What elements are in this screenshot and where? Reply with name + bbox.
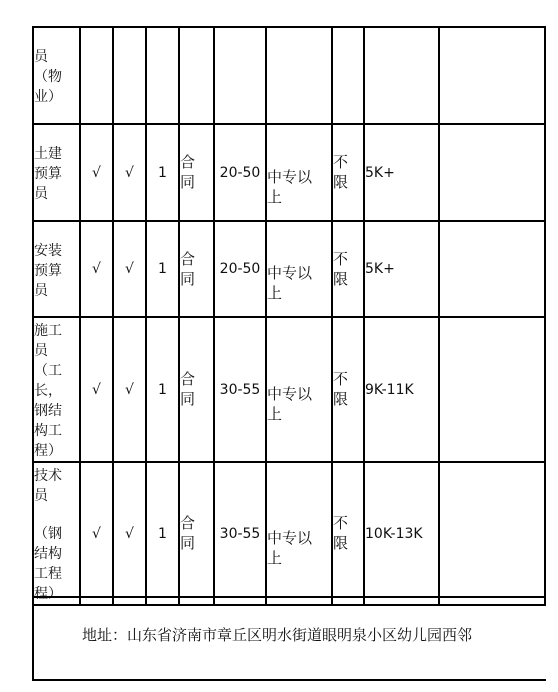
table-row (33, 317, 545, 462)
age-range-cell: 20-50 (214, 124, 266, 221)
headcount-cell (146, 27, 179, 124)
position-cell (33, 221, 80, 317)
position-line: 员 (34, 282, 48, 299)
position-cell (33, 124, 80, 221)
limit-label: 不限 (333, 370, 349, 408)
salary-cell: 10K-13K (364, 462, 439, 605)
check-mark-2: √ (113, 317, 146, 462)
education-label: 中专以上 (267, 167, 313, 206)
check-mark-1: √ (80, 124, 113, 221)
age-range-cell (214, 27, 266, 124)
position-line: 施工 (34, 323, 62, 339)
position-line: 预算 (34, 262, 62, 279)
position-line: 员 (34, 488, 48, 504)
contract-cell (179, 124, 214, 221)
check-mark-2: √ (113, 462, 146, 605)
age-range-cell: 30-55 (214, 317, 266, 462)
table-row (33, 27, 545, 124)
check-mark-1: √ (80, 317, 113, 462)
blank-column (439, 317, 545, 462)
blank-column (439, 27, 545, 124)
position-line: （钢 (34, 526, 62, 542)
table-row (33, 221, 545, 317)
check-mark-1 (80, 27, 113, 124)
contract-cell (179, 221, 214, 317)
salary-cell (364, 27, 439, 124)
contract-label: 合同 (180, 249, 196, 288)
position-cell (33, 317, 80, 462)
headcount-cell: 1 (146, 124, 179, 221)
limit-label: 不限 (333, 249, 349, 288)
limit-cell (332, 462, 364, 605)
position-line: 钢结 (34, 403, 62, 419)
position-line: 程） (34, 586, 62, 602)
position-line: 预算 (34, 166, 62, 182)
check-mark-2: √ (113, 124, 146, 221)
position-line: 程） (34, 443, 62, 459)
blank-column (439, 124, 545, 221)
headcount-cell: 1 (146, 462, 179, 605)
position-line: 构工 (34, 423, 62, 439)
position-line: 工程 (34, 566, 62, 582)
headcount-cell: 1 (146, 221, 179, 317)
address-text: 地址：山东省济南市章丘区明水街道眼明泉小区幼儿园西邻 (82, 626, 473, 644)
education-label (267, 62, 313, 90)
position-line: 安装 (34, 242, 62, 259)
position-line (34, 506, 79, 524)
contract-cell (179, 27, 214, 124)
check-mark-2: √ (113, 221, 146, 317)
check-mark-2 (113, 27, 146, 124)
position-line: 员 (34, 49, 48, 65)
position-line: 业） (34, 89, 62, 105)
salary-cell: 9K-11K (364, 317, 439, 462)
limit-cell (332, 221, 364, 317)
table-row (33, 124, 545, 221)
position-line: 结构 (34, 546, 62, 562)
position-cell (33, 462, 80, 605)
position-cell (33, 27, 80, 124)
contract-cell (179, 317, 214, 462)
limit-cell (332, 317, 364, 462)
position-line: （工 (34, 363, 62, 379)
check-mark-1: √ (80, 462, 113, 605)
position-line: 技术 (34, 468, 62, 484)
table-row (33, 462, 545, 605)
limit-label: 不限 (333, 153, 349, 191)
education-cell (266, 124, 332, 221)
education-label: 中专以上 (267, 384, 313, 423)
position-line: 土建 (34, 146, 62, 162)
education-cell (266, 317, 332, 462)
contract-label: 合同 (180, 153, 196, 191)
check-mark-1: √ (80, 221, 113, 317)
position-line: 员 (34, 343, 48, 359)
education-label: 中专以上 (267, 528, 313, 567)
limit-cell (332, 27, 364, 124)
contract-label: 合同 (180, 370, 196, 408)
blank-column (439, 462, 545, 605)
age-range-cell: 30-55 (214, 462, 266, 605)
position-line: （物 (34, 69, 62, 85)
contract-label: 合同 (180, 514, 196, 552)
salary-cell: 5K+ (364, 221, 439, 317)
position-line: 员 (34, 186, 48, 202)
salary-cell: 5K+ (364, 124, 439, 221)
headcount-cell: 1 (146, 317, 179, 462)
education-cell (266, 221, 332, 317)
address-box (32, 596, 546, 681)
blank-column (439, 221, 545, 317)
education-label: 中专以上 (267, 264, 313, 302)
job-table (32, 26, 546, 606)
position-line: 长， (34, 383, 62, 399)
age-range-cell: 20-50 (214, 221, 266, 317)
limit-cell (332, 124, 364, 221)
limit-label: 不限 (333, 514, 349, 552)
education-cell (266, 27, 332, 124)
education-cell (266, 462, 332, 605)
contract-cell (179, 462, 214, 605)
